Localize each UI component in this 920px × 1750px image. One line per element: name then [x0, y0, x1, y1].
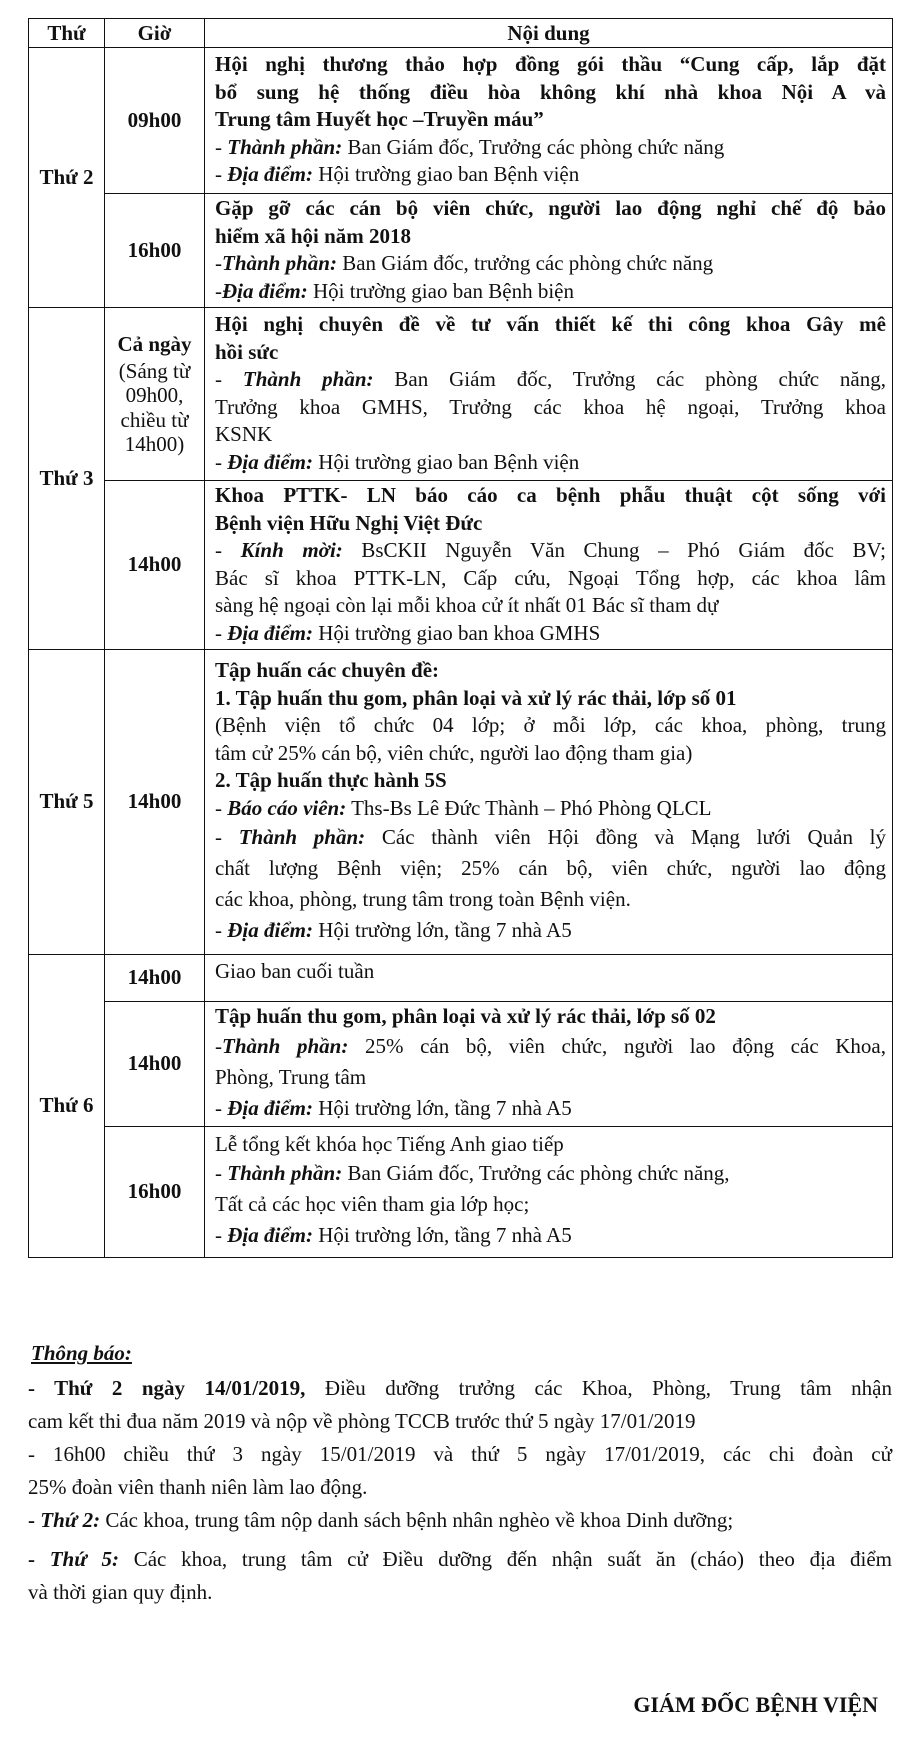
notice-section [28, 1341, 892, 1609]
time-title: Cả ngày [117, 332, 192, 357]
day-cell: Thứ 6 [29, 955, 105, 1258]
invitee-line: - Kính mời: BsCKII Nguyễn Văn Chung – Phó Giám đốc BV; [215, 538, 887, 562]
day-cell: Thứ 5 [29, 650, 105, 955]
notice-line: - 16h00 chiều thứ 3 ngày 15/01/2019 và thứ 5 ngày 17/01/2019, các chi đoàn cử [28, 1442, 892, 1466]
participants-line: Phòng, Trung tâm [215, 1064, 367, 1089]
table-row [29, 1126, 893, 1257]
event-heading: Tập huấn các chuyên đề: [215, 658, 440, 682]
table-row [29, 1002, 893, 1127]
location-line: - Địa điểm: Hội trường lớn, tầng 7 nhà A5 [215, 1223, 572, 1248]
table-row [29, 194, 893, 308]
event-title: Lễ tổng kết khóa học Tiếng Anh giao tiếp [215, 1131, 564, 1156]
event-title: Hội nghị thương thảo hợp đồng gói thầu “Cung cấp, lắp đặt [215, 52, 886, 77]
event-cell [205, 48, 893, 194]
participants-line: - Thành phần: Ban Giám đốc, Trưởng các phòng chức năng, [215, 1161, 730, 1186]
participants-line: - Thành phần: Ban Giám đốc, Trưởng các phòng chức năng, [215, 367, 886, 391]
schedule-table [28, 18, 893, 1258]
event-title: Trung tâm Huyết học –Truyền máu” [215, 107, 544, 132]
header-row [29, 19, 893, 48]
notice-heading: Thông báo: [31, 1341, 132, 1365]
time-cell: 14h00 [105, 650, 205, 955]
event-title: Tập huấn thu gom, phân loại và xử lý rác thải, lớp số 02 [215, 1004, 716, 1028]
participants-line: - Thành phần: Các thành viên Hội đồng và Mạng lưới Quản lý [215, 825, 887, 849]
location-line: - Địa điểm: Hội trường lớn, tầng 7 nhà A5 [215, 1095, 572, 1120]
invitee-line: Bác sĩ khoa PTTK-LN, Cấp cứu, Ngoại Tổng hợp, các khoa lâm [215, 565, 886, 590]
signature-title: GIÁM ĐỐC BỆNH VIỆN [633, 1692, 878, 1717]
time-cell: 14h00 [105, 955, 205, 1002]
header-content: Nội dung [205, 19, 893, 48]
table-row [29, 308, 893, 481]
time-cell: 16h00 [105, 1126, 205, 1257]
time-note: chiều từ [120, 407, 189, 432]
table-row [29, 48, 893, 194]
location-line: - Địa điểm: Hội trường lớn, tầng 7 nhà A5 [215, 918, 572, 942]
time-note: 09h00, [125, 383, 184, 408]
day-cell: Thứ 2 [29, 48, 105, 308]
event-cell [205, 481, 893, 650]
table-row [29, 481, 893, 650]
training-note: (Bệnh viện tổ chức 04 lớp; ở mỗi lớp, các khoa, phòng, trung [215, 713, 886, 737]
table-row [29, 955, 893, 1002]
participants-line: -Thành phần: Ban Giám đốc, trưởng các phòng chức năng [215, 251, 714, 275]
reporter-line: - Báo cáo viên: Ths-Bs Lê Đức Thành – Phó Phòng QLCL [215, 795, 712, 820]
participants-line: các khoa, phòng, trung tâm trong toàn Bệnh viện. [215, 887, 631, 911]
participants-line: Trưởng khoa GMHS, Trưởng các khoa hệ ngoại, Trưởng khoa [215, 394, 886, 419]
location-line: -Địa điểm: Hội trường giao ban Bệnh biện [215, 278, 575, 303]
event-title: Hội nghị chuyên đề về tư vấn thiết kế thi công khoa Gây mê [215, 312, 886, 336]
notice-line: 25% đoàn viên thanh niên làm lao động. [28, 1475, 368, 1499]
event-cell [205, 955, 893, 1002]
event-cell [205, 1126, 893, 1257]
training-item: 1. Tập huấn thu gom, phân loại và xử lý rác thải, lớp số 01 [215, 685, 737, 710]
notice-line: và thời gian quy định. [28, 1580, 213, 1604]
table-row [29, 650, 893, 955]
event-title: bổ sung hệ thống điều hòa không khí nhà khoa Nội A và [215, 79, 886, 104]
notice-item [28, 1372, 892, 1438]
event-title: Khoa PTTK- LN báo cáo ca bệnh phẫu thuật cột sống với [215, 483, 886, 507]
location-line: - Địa điểm: Hội trường giao ban Bệnh viện [215, 449, 580, 474]
header-time: Giờ [105, 19, 205, 48]
notice-item [28, 1543, 892, 1609]
header-day: Thứ [29, 19, 105, 48]
time-note: 14h00) [124, 432, 185, 457]
invitee-line: sàng hệ ngoại còn lại mỗi khoa cử ít nhất 01 Bác sĩ tham dự [215, 593, 719, 617]
location-line: - Địa điểm: Hội trường giao ban khoa GMHS [215, 620, 601, 645]
event-title: hiểm xã hội năm 2018 [215, 223, 412, 248]
event-title: Giao ban cuối tuần [215, 959, 375, 983]
time-cell: 16h00 [105, 194, 205, 308]
participants-line: chất lượng Bệnh viện; 25% cán bộ, viên chức, người lao động [215, 856, 886, 880]
participants-line: -Thành phần: 25% cán bộ, viên chức, người lao động các Khoa, [215, 1033, 886, 1058]
location-line: - Địa điểm: Hội trường giao ban Bệnh viện [215, 162, 580, 187]
participants-line: - Thành phần: Ban Giám đốc, Trưởng các phòng chức năng [215, 134, 725, 159]
event-cell [205, 194, 893, 308]
event-cell [205, 1002, 893, 1127]
day-cell: Thứ 3 [29, 308, 105, 650]
time-note: (Sáng từ [118, 358, 191, 383]
training-item: 2. Tập huấn thực hành 5S [215, 768, 447, 792]
training-note: tâm cử 25% cán bộ, viên chức, người lao động tham gia) [215, 740, 693, 765]
time-cell: 09h00 [105, 48, 205, 194]
event-cell [205, 308, 893, 481]
event-cell [205, 650, 893, 955]
event-title: hồi sức [215, 339, 279, 364]
notice-line: cam kết thi đua năm 2019 và nộp về phòng TCCB trước thứ 5 ngày 17/01/2019 [28, 1409, 696, 1433]
time-cell: 14h00 [105, 481, 205, 650]
time-cell [105, 308, 205, 481]
participants-line: Tất cả các học viên tham gia lớp học; [215, 1192, 530, 1217]
notice-item [28, 1438, 892, 1504]
notice-line: - Thứ 2: Các khoa, trung tâm nộp danh sách bệnh nhân nghèo về khoa Dinh dưỡng; [28, 1508, 734, 1532]
notice-line: - Thứ 2 ngày 14/01/2019, Điều dưỡng trưởng các Khoa, Phòng, Trung tâm nhận [28, 1376, 892, 1400]
time-cell: 14h00 [105, 1002, 205, 1127]
event-title: Bệnh viện Hữu Nghị Việt Đức [215, 510, 483, 535]
participants-line: KSNK [215, 422, 273, 446]
event-title: Gặp gỡ các cán bộ viên chức, người lao động nghỉ chế độ bảo [215, 196, 886, 220]
notice-item [28, 1504, 892, 1537]
notice-line: - Thứ 5: Các khoa, trung tâm cử Điều dưỡng đến nhận suất ăn (cháo) theo địa điểm [28, 1547, 892, 1571]
